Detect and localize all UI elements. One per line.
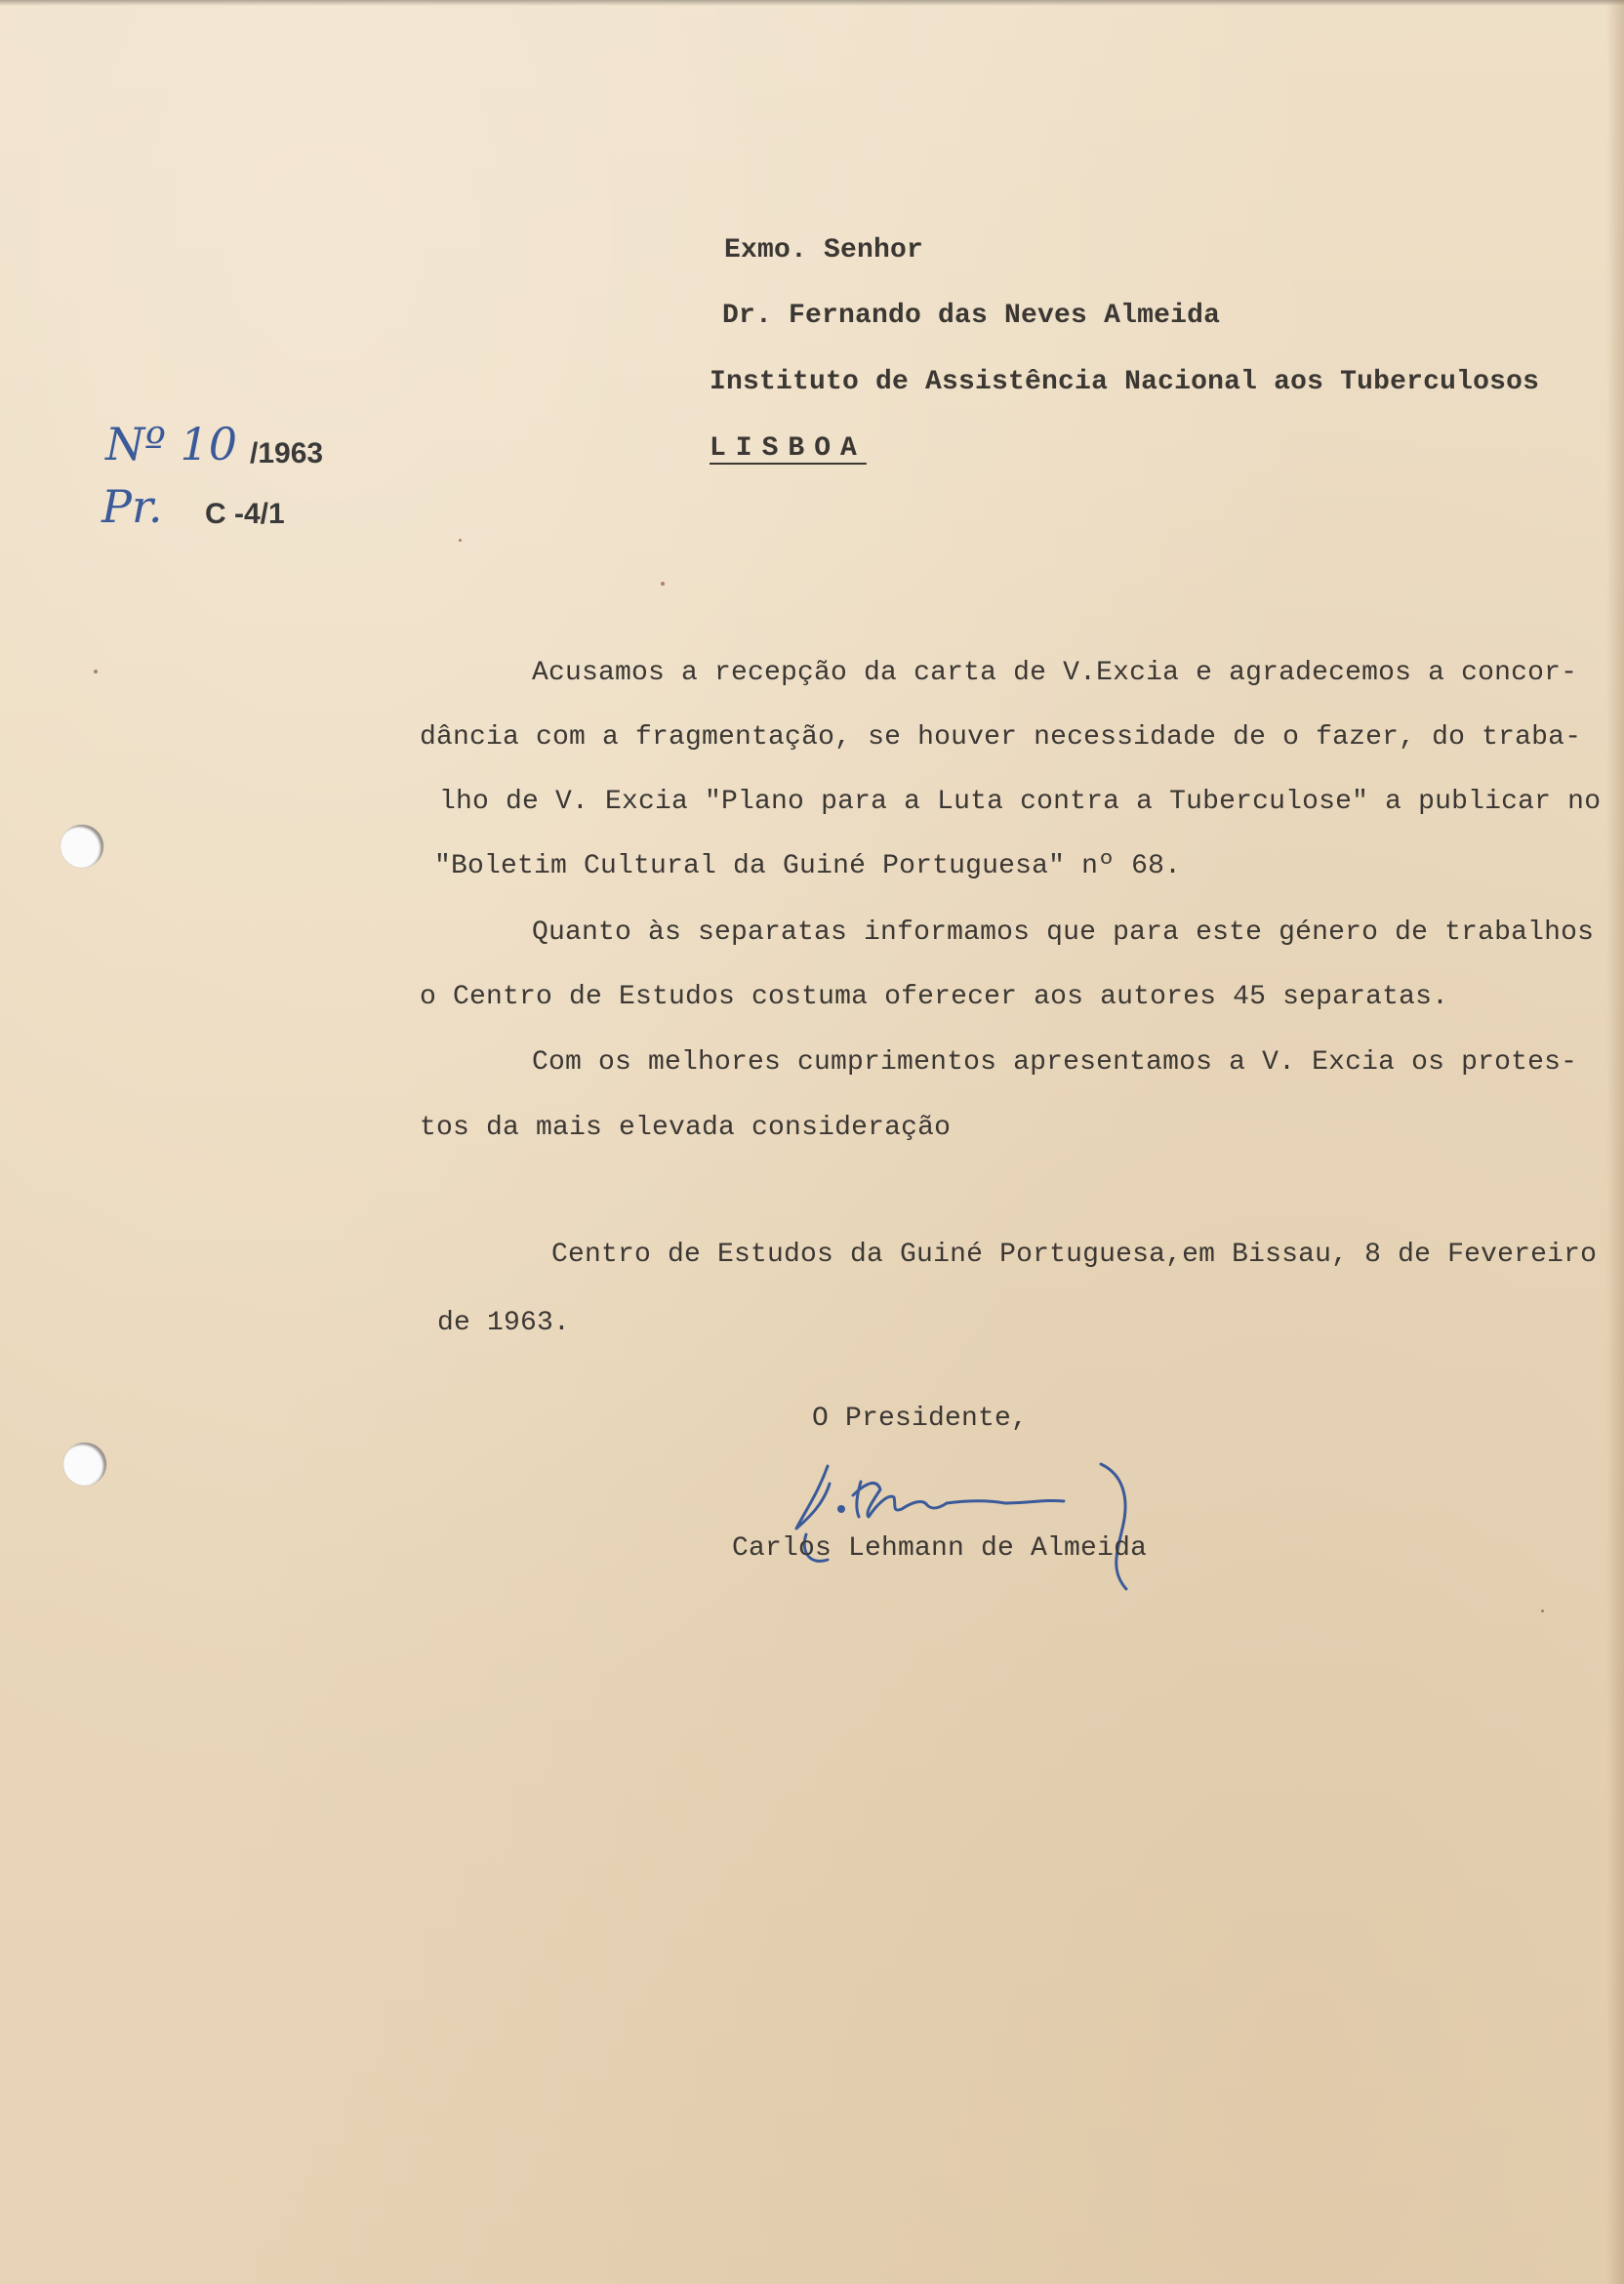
body-p1-line1: Acusamos a recepção da carta de V.Excia e agradecemos a concor- (532, 658, 1578, 688)
body-p1-line4: "Boletim Cultural da Guiné Portuguesa" nº 68. (434, 851, 1182, 881)
salutation: Exmo. Senhor (724, 235, 924, 265)
body-p2-line2: o Centro de Estudos costuma oferecer aos autores 45 separatas. (420, 982, 1449, 1012)
handwritten-signature (771, 1445, 1181, 1601)
paper-speck (661, 582, 665, 586)
page-right-edge (1606, 0, 1624, 2284)
paper-speck (94, 670, 98, 673)
place-date-line1: Centro de Estudos da Guiné Portuguesa,em Bissau, 8 de Fevereiro (551, 1240, 1598, 1270)
page-top-edge (0, 0, 1624, 6)
margin-note-year: /1963 (250, 437, 324, 469)
addressee-city: LISBOA (710, 433, 867, 464)
body-p1-line2: dância com a fragmentação, se houver necessidade de o fazer, do traba- (420, 722, 1582, 753)
body-p3-line2: tos da mais elevada consideração (420, 1113, 952, 1143)
signatory-name: Carlos Lehmann de Almeida (732, 1533, 1148, 1564)
addressee-institution: Instituto de Assistência Nacional aos Tuberculosos (710, 367, 1540, 397)
closing-title: O Presidente, (812, 1404, 1029, 1434)
addressee-name: Dr. Fernando das Neves Almeida (722, 301, 1221, 331)
punch-hole-upper (61, 825, 103, 868)
body-p2-line1: Quanto às separatas informamos que para este género de trabalhos (532, 918, 1595, 948)
margin-note-number: Nº 10 (105, 418, 238, 470)
body-p3-line1: Com os melhores cumprimentos apresentamos a V. Excia os protes- (532, 1047, 1578, 1078)
margin-note-code: C -4/1 (205, 498, 285, 530)
margin-note-process: Pr. (102, 480, 163, 533)
paper-speck (1541, 1610, 1544, 1612)
paper-speck (459, 539, 462, 542)
body-p1-line3: lho de V. Excia "Plano para a Luta contra a Tuberculose" a publicar no (439, 787, 1602, 817)
punch-hole-lower (63, 1443, 106, 1486)
place-date-line2: de 1963. (437, 1308, 571, 1338)
